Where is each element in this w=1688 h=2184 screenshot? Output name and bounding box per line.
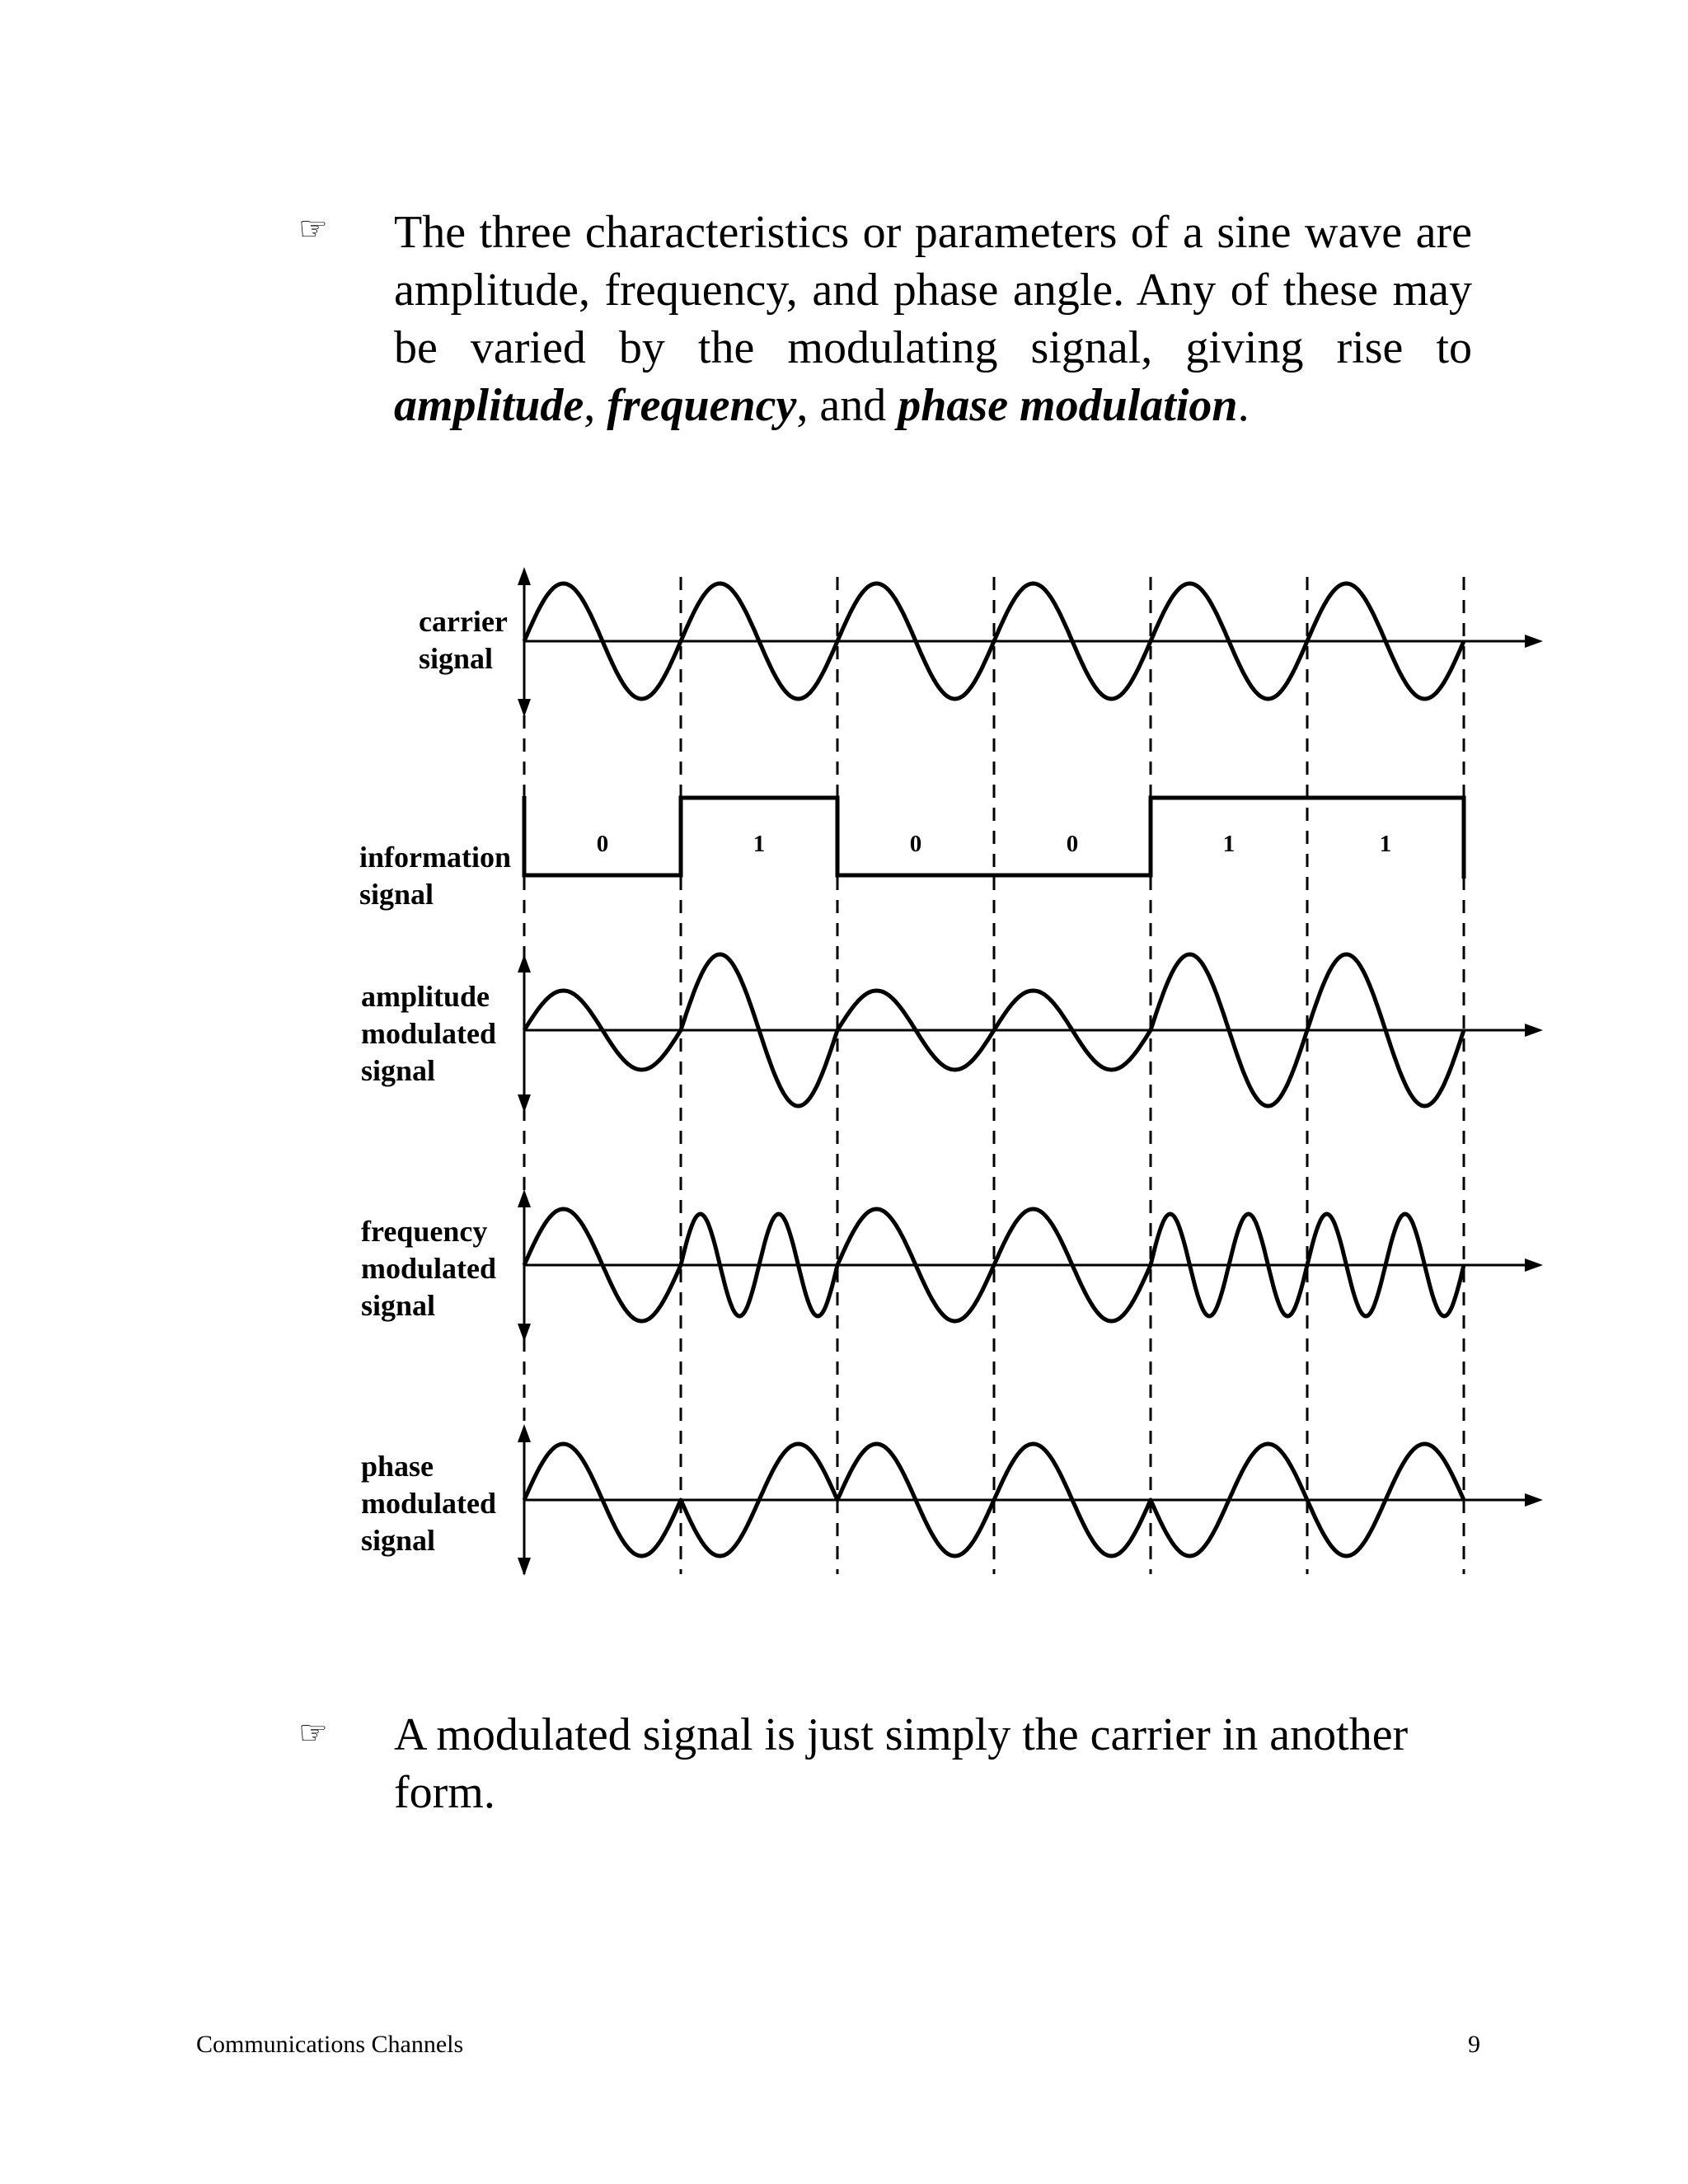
- pointing-hand-icon: ☞: [298, 1714, 328, 1752]
- axis-arrow-up-icon: [518, 1424, 531, 1442]
- footer-title: Communications Channels: [196, 2031, 464, 2058]
- bit-value-label: 1: [1222, 831, 1236, 857]
- axis-arrow-up-icon: [518, 1189, 531, 1207]
- axis-arrow-down-icon: [518, 1558, 531, 1576]
- axis-arrow-down-icon: [518, 699, 531, 717]
- label-phase-modulated-signal: phase modulated signal: [361, 1450, 497, 1557]
- bit-value-label: 1: [753, 831, 766, 857]
- term-frequency: frequency: [607, 380, 797, 431]
- separator: ,: [584, 380, 607, 431]
- axis-arrow-right-icon: [1525, 1024, 1543, 1037]
- bit-value-label: 0: [909, 831, 922, 857]
- bit-value-label: 1: [1379, 831, 1392, 857]
- bit-value-label: 0: [596, 831, 609, 857]
- separator: , and: [796, 380, 898, 431]
- label-information-signal: information signal: [359, 841, 511, 911]
- axis-arrow-up-icon: [518, 954, 531, 972]
- axis-arrow-up-icon: [518, 567, 531, 585]
- term-phase-modulation: phase modulation: [898, 380, 1238, 431]
- paragraph-modulated-signal: A modulated signal is just simply the carrier in another form.: [394, 1709, 1409, 1818]
- axis-arrow-down-icon: [518, 1094, 531, 1113]
- label-frequency-modulated-signal: frequency modulated signal: [361, 1215, 497, 1322]
- label-amplitude-modulated-signal: amplitude modulated signal: [361, 980, 497, 1087]
- page-number: 9: [1468, 2031, 1480, 2058]
- bit-value-label: 0: [1066, 831, 1079, 857]
- axis-arrow-right-icon: [1525, 635, 1543, 648]
- axis-arrow-right-icon: [1525, 1258, 1543, 1272]
- pointing-hand-icon: ☞: [298, 210, 328, 248]
- label-carrier-signal: carrier signal: [419, 605, 508, 675]
- sentence-end: .: [1237, 380, 1250, 431]
- axis-arrow-down-icon: [518, 1324, 531, 1342]
- bit-dividers: [524, 577, 1464, 1574]
- axis-arrow-right-icon: [1525, 1493, 1543, 1507]
- term-amplitude: amplitude: [394, 380, 584, 431]
- paragraph-text: The three characteristics or parameters of a sine wave are amplitude, frequency, and phase angle. Any of these may be varied by the modulating signal, giving rise to: [394, 207, 1472, 373]
- axes: [518, 567, 1543, 1576]
